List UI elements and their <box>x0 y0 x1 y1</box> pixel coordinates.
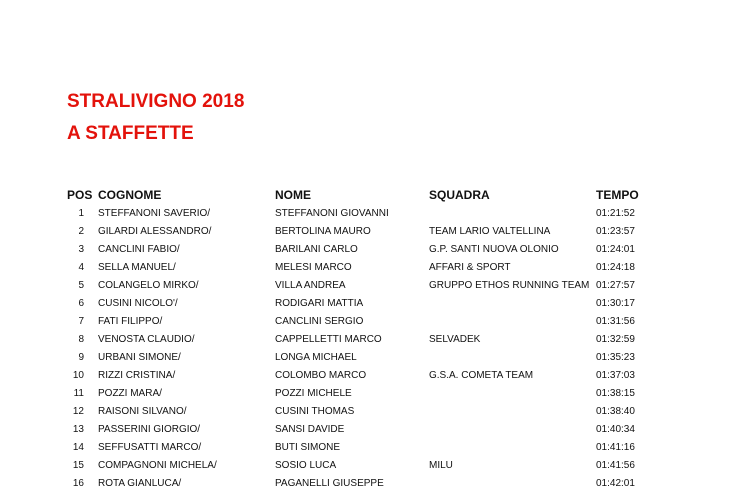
position-cell: 15 <box>72 460 84 471</box>
position-cell: 3 <box>78 244 84 255</box>
tempo-cell: 01:40:34 <box>596 424 635 435</box>
cognome-cell: COLANGELO MIRKO/ <box>98 280 199 291</box>
table-row <box>0 206 741 224</box>
tempo-cell: 01:38:40 <box>596 406 635 417</box>
tempo-cell: 01:42:01 <box>596 478 635 486</box>
table-row <box>0 350 741 368</box>
nome-cell: STEFFANONI GIOVANNI <box>275 208 389 219</box>
nome-cell: MELESI MARCO <box>275 262 352 273</box>
nome-cell: COLOMBO MARCO <box>275 370 367 381</box>
nome-cell: VILLA ANDREA <box>275 280 346 291</box>
squadra-cell: MILU <box>429 460 453 471</box>
nome-cell: BUTI SIMONE <box>275 442 341 453</box>
tempo-cell: 01:31:56 <box>596 316 635 327</box>
tempo-cell: 01:27:57 <box>596 280 635 291</box>
cognome-cell: SEFFUSATTI MARCO/ <box>98 442 202 453</box>
cognome-cell: COMPAGNONI MICHELA/ <box>98 460 217 471</box>
cognome-cell: GILARDI ALESSANDRO/ <box>98 226 212 237</box>
position-cell: 4 <box>78 262 84 273</box>
table-row <box>0 332 741 350</box>
nome-cell: SOSIO LUCA <box>275 460 337 471</box>
cognome-cell: RAISONI SILVANO/ <box>98 406 187 417</box>
cognome-cell: RIZZI CRISTINA/ <box>98 370 176 381</box>
table-row <box>0 476 741 486</box>
tempo-cell: 01:41:16 <box>596 442 635 453</box>
nome-cell: SANSI DAVIDE <box>275 424 345 435</box>
table-row <box>0 458 741 476</box>
table-row <box>0 314 741 332</box>
header-tempo: TEMPO <box>596 188 639 202</box>
cognome-cell: VENOSTA CLAUDIO/ <box>98 334 195 345</box>
cognome-cell: PASSERINI GIORGIO/ <box>98 424 201 435</box>
category-title: A STAFFETTE <box>67 123 194 144</box>
tempo-cell: 01:21:52 <box>596 208 635 219</box>
cognome-cell: CANCLINI FABIO/ <box>98 244 180 255</box>
cognome-cell: ROTA GIANLUCA/ <box>98 478 182 486</box>
header-pos: POS <box>67 188 93 202</box>
tempo-cell: 01:32:59 <box>596 334 635 345</box>
position-cell: 13 <box>72 424 84 435</box>
nome-cell: RODIGARI MATTIA <box>275 298 364 309</box>
table-row <box>0 224 741 242</box>
position-cell: 16 <box>72 478 84 486</box>
position-cell: 6 <box>78 298 84 309</box>
table-row <box>0 368 741 386</box>
cognome-cell: STEFFANONI SAVERIO/ <box>98 208 211 219</box>
nome-cell: PAGANELLI GIUSEPPE <box>275 478 384 486</box>
table-row <box>0 278 741 296</box>
position-cell: 1 <box>78 208 84 219</box>
position-cell: 8 <box>78 334 84 345</box>
position-cell: 12 <box>72 406 84 417</box>
table-row <box>0 440 741 458</box>
cognome-cell: CUSINI NICOLO'/ <box>98 298 178 309</box>
nome-cell: POZZI MICHELE <box>275 388 352 399</box>
header-cognome: COGNOME <box>98 188 162 202</box>
tempo-cell: 01:37:03 <box>596 370 635 381</box>
nome-cell: CANCLINI SERGIO <box>275 316 364 327</box>
table-row <box>0 404 741 422</box>
results-table <box>0 206 741 486</box>
tempo-cell: 01:23:57 <box>596 226 635 237</box>
position-cell: 9 <box>78 352 84 363</box>
nome-cell: CAPPELLETTI MARCO <box>275 334 382 345</box>
table-row <box>0 422 741 440</box>
tempo-cell: 01:35:23 <box>596 352 635 363</box>
nome-cell: CUSINI THOMAS <box>275 406 355 417</box>
squadra-cell: SELVADEK <box>429 334 481 345</box>
table-row <box>0 260 741 278</box>
tempo-cell: 01:41:56 <box>596 460 635 471</box>
cognome-cell: SELLA MANUEL/ <box>98 262 176 273</box>
nome-cell: LONGA MICHAEL <box>275 352 357 363</box>
tempo-cell: 01:24:18 <box>596 262 635 273</box>
table-row <box>0 296 741 314</box>
position-cell: 7 <box>78 316 84 327</box>
cognome-cell: POZZI MARA/ <box>98 388 162 399</box>
position-cell: 10 <box>72 370 84 381</box>
position-cell: 14 <box>72 442 84 453</box>
squadra-cell: G.S.A. COMETA TEAM <box>429 370 534 381</box>
tempo-cell: 01:38:15 <box>596 388 635 399</box>
tempo-cell: 01:24:01 <box>596 244 635 255</box>
cognome-cell: FATI FILIPPO/ <box>98 316 163 327</box>
cognome-cell: URBANI SIMONE/ <box>98 352 181 363</box>
squadra-cell: TEAM LARIO VALTELLINA <box>429 226 551 237</box>
table-row <box>0 386 741 404</box>
header-squadra: SQUADRA <box>429 188 490 202</box>
table-row <box>0 242 741 260</box>
nome-cell: BARILANI CARLO <box>275 244 358 255</box>
header-nome: NOME <box>275 188 311 202</box>
nome-cell: BERTOLINA MAURO <box>275 226 371 237</box>
position-cell: 11 <box>73 388 84 399</box>
squadra-cell: G.P. SANTI NUOVA OLONIO <box>429 244 559 255</box>
position-cell: 5 <box>78 280 84 291</box>
position-cell: 2 <box>78 226 84 237</box>
tempo-cell: 01:30:17 <box>596 298 635 309</box>
squadra-cell: AFFARI & SPORT <box>429 262 511 273</box>
event-title: STRALIVIGNO 2018 <box>67 91 245 112</box>
squadra-cell: GRUPPO ETHOS RUNNING TEAM <box>429 280 590 291</box>
